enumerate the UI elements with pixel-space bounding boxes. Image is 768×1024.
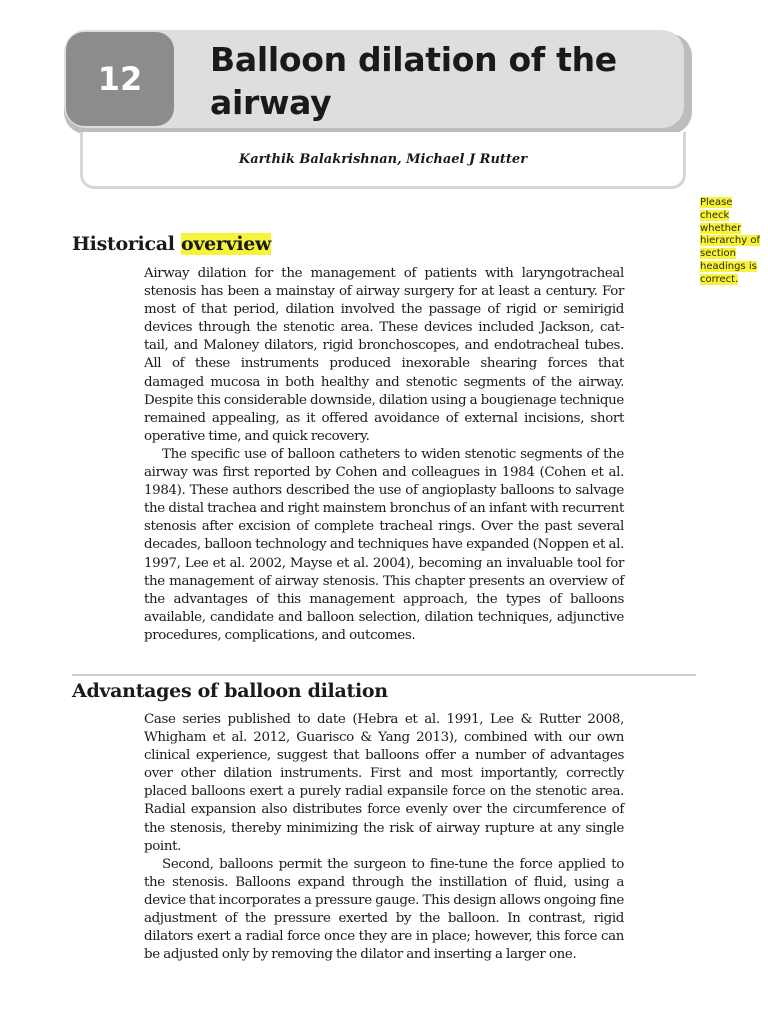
chapter-number-box — [66, 32, 174, 126]
section-heading-historical-overview — [72, 233, 271, 255]
section-divider — [72, 674, 696, 676]
section-heading-highlight: overview — [180, 233, 272, 255]
section-heading-part: Historical — [72, 233, 181, 255]
chapter-authors: Karthik Balakrishnan, Michael J Rutter — [238, 152, 528, 167]
margin-note — [700, 197, 760, 287]
chapter-number: 12 — [97, 60, 143, 98]
section-body-advantages — [144, 711, 624, 964]
paragraph: Case series published to date (Hebra et al. 1991, Lee & Rutter 2008, Whigham et al. 2012, Guarisco & Yang 2013), combined with our own clinical experience, suggest that balloons offer a number of advantages over other dilation instruments. First and most importantly, correctly placed balloons exert a purely radial expansile force on the stenotic area. Radial expansion also distributes force evenly over the circumference of the stenosis, thereby minimizing the risk of airway rupture at any single point. — [144, 712, 624, 854]
authors-box — [80, 132, 686, 189]
paragraph: The specific use of balloon catheters to widen stenotic segments of the airway was first reported by Cohen and colleagues in 1984 (Cohen et al. 1984). These authors described the use of angioplasty balloons to salvage the distal trachea and right mainstem bronchus of an infant with recurrent stenosis after excision of complete tracheal rings. Over the past several decades, balloon technology and techniques have expanded (Noppen et al. 1997, Lee et al. 2002, Mayse et al. 2004), becoming an invaluable tool for the management of airway stenosis. This chapter presents an overview of the advantages of this management approach, the types of balloons available, candidate and balloon selection, dilation techniques, adjunctive procedures, complications, and outcomes. — [144, 446, 624, 643]
section-heading-advantages: Advantages of balloon dilation — [72, 680, 388, 702]
paragraph: Airway dilation for the management of patients with laryngotracheal stenosis has been a mainstay of airway surgery for at least a century. For most of that period, dilation involved the passage of rigid or semirigid devices through the stenotic area. These devices included Jackson, cat-tail, and Maloney dilators, rigid bronchoscopes, and endotracheal tubes. All of these instruments produced inexorable shearing forces that damaged mucosa in both healthy and stenotic segments of the airway. Despite this considerable downside, dilation using a bougienage technique remained appealing, as it offered avoidance of external incisions, short operative time, and quick recovery. — [144, 266, 625, 444]
section-body-historical-overview — [144, 265, 624, 645]
chapter-title: Balloon dilation of the airway — [210, 40, 617, 122]
margin-note-text: Please check whether hierarchy of section headings is correct. — [700, 197, 760, 285]
paragraph: Second, balloons permit the surgeon to fine-tune the force applied to the stenosis. Balloons expand through the instillation of fluid, using a device that incorporates a pressure gauge. This design allows ongoing fine adjustment of the pressure exerted by the balloon. In contrast, rigid dilators exert a radial force once they are in place; however, this force can be adjusted only by removing the dilator and inserting a larger one. — [144, 856, 624, 963]
